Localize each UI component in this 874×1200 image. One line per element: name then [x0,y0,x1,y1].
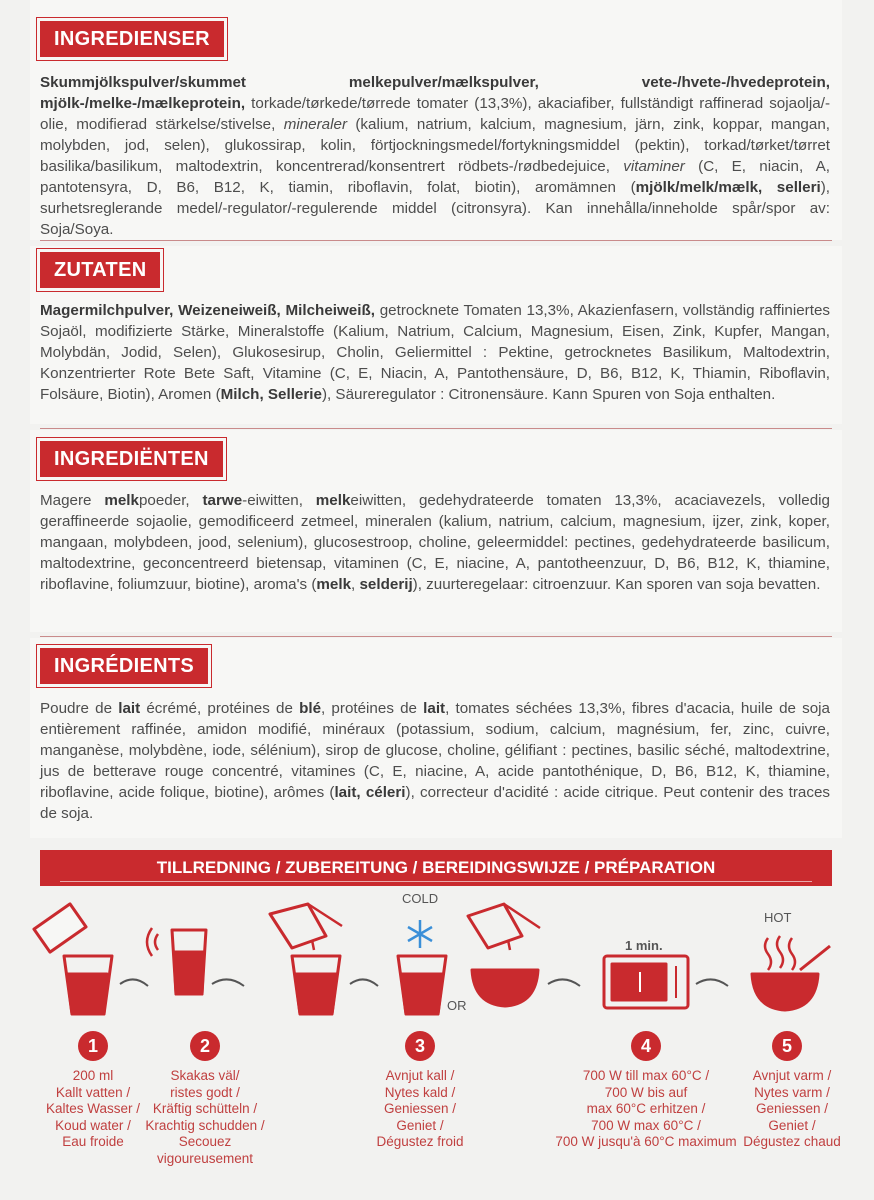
hot-label: HOT [764,910,792,925]
ingredient-text: , [351,576,360,593]
bowl-icon [472,970,538,1006]
arrow-icon [212,979,244,986]
step-caption-4: 700 W till max 60°C / 700 W bis auf max 60°C erhitzen / 700 W max 60°C / 700 W jusqu'à 60°C maximum [555,1068,737,1149]
glass-icon [398,956,446,1014]
ingredient-text: Magere [40,492,105,509]
ingredients-text-nl [40,490,830,595]
ingredient-text: , tomates séchées 13,3%, fibres d'acacia, huile de soja entièrement raffinée, amidon modifié, minéraux (potassium, sodium, calcium, magnésium, fer, zinc, cuivre, manganèse, molybdène, iode, sélénium), sirop de glucose, choline, gélifiant : pectines, basilic séché, maltodextrine, jus de betterave rouge concentré, vitamines (C, E, niacine, A, acide pantothénique, D, B6, B12, K, thiamine, riboflavine, acide folique, biotine), arômes ( [40,700,831,801]
step-number-2: 2 [190,1031,220,1061]
divider [40,636,832,637]
allergen-text: Skummjölkspulver/skummet melkepulver/mælkspulver, vete-/hvete-/hvedeprotein, mjölk-/melke-/mælkeprotein, [40,74,830,112]
sachet-icon [34,904,86,952]
snowflake-icon [408,920,432,948]
ingredients-text-sv [40,72,830,240]
divider [40,428,832,429]
ingredient-text: Poudre de [40,700,119,717]
arrow-icon [350,979,378,986]
bowl-icon [752,946,830,1010]
ingredient-text: ), Säureregulator : Citronensäure. Kann Spuren von Soja enthalten. [321,386,776,403]
arrow-icon [120,979,148,986]
glass-icon [292,956,340,1014]
step-caption-5: Avnjut varm / Nytes varm / Geniessen / Geniet / Dégustez chaud [743,1068,841,1149]
arrow-icon [696,979,728,986]
allergen-text: Milch, Sellerie [220,386,322,403]
preparation-illustrations [0,886,874,1046]
ingredient-text: (kalium, natrium, kalcium, magnesium, järn, zink, koppar, mangan, molybden, jod, selen), glukossirap, kolin, förtjockningsmedel/fortykningsmiddel (pektin), torkad/tørket/tørret basilika/basilikum, maltodextrin, koncentrerad/konsentrert rödbets-/rødbedejuice, [40,116,830,175]
shaker-icon [147,928,206,994]
steam-icon [765,936,795,970]
allergen-text: lait [423,700,446,717]
allergen-text: melk [315,492,351,509]
ingredients-text-de [40,300,830,405]
pitcher-icon [468,904,540,950]
ingredient-text: torkade/tørkede/tørrede tomater (13,3%), akaciafiber, fullständigt raffinerad sojaolja/-olie, modifierad stärkelse/stivelse, [40,95,830,133]
preparation-banner: TILLREDNING / ZUBEREITUNG / BEREIDINGSWIJZE / PRÉPARATION [40,850,832,886]
section-label-ingredients: INGRÉDIENTS [40,648,208,684]
ingredient-text: , protéines de [321,700,424,717]
ingredient-text: ), surhetsreglerande medel/-regulator/-regulerende middel (citronsyra). Kan innehålla/inneholde spår/spor av: Soja/Soya. [40,179,830,238]
allergen-text: mjölk/melk/mælk, selleri [635,179,821,196]
ingredient-text: ), correcteur d'acidité : acide citrique. Peut contenir des traces de soja. [40,784,831,822]
section-label-ingredienser: INGREDIENSER [40,21,224,57]
step-caption-1: 200 ml Kallt vatten / Kaltes Wasser / Koud water / Eau froide [45,1068,141,1149]
ingredient-text: écrémé, protéines de [140,700,300,717]
allergen-text: melk [316,576,352,593]
pitcher-icon [270,904,342,950]
cold-label: COLD [402,891,439,906]
category-text: vitaminer [623,158,685,175]
allergen-text: blé [299,700,322,717]
ingredient-text: (C, E, niacin, A, pantotensyra, D, B6, B12, K, tiamin, riboflavin, folat, biotin), aromämnen ( [40,158,830,196]
allergen-text: melk [104,492,139,509]
allergen-text: lait, céleri [334,784,406,801]
ingredient-text: getrocknete Tomaten 13,3%, Akazienfasern, vollständig raffiniertes Sojaöl, modifizierte Stärke, Mineralstoffe (Kalium, Natrium, Calcium, Magnesium, Eisen, Zink, Kupfer, Mangan, Molybdän, Jodid, Selen), Glukosesirup, Cholin, Geliermittel : Pektine, getrocknetes Basilikum, Maltodextrin, Konzentrierter Rote Bete Saft, Vitamine (C, E, Niacin, A, Pantothensäure, D, B6, B12, K, Thiamin, Riboflavin, Folsäure, Biotin), Aromen ( [40,302,830,403]
section-label-zutaten: ZUTATEN [40,252,160,288]
section-label-ingredienten: INGREDIËNTEN [40,441,223,477]
category-text: mineraler [283,116,348,133]
step-number-3: 3 [405,1031,435,1061]
step-number-4: 4 [631,1031,661,1061]
glass-icon [64,956,112,1014]
time-label: 1 min. [625,938,663,953]
divider [40,240,832,241]
step-caption-2: Skakas väl/ ristes godt / Kräftig schütteln / Krachtig schudden / Secouez vigoureusement [145,1068,265,1166]
microwave-icon [604,956,688,1008]
or-label: OR [447,998,467,1013]
allergen-text: Magermilchpulver, Weizeneiweiß, Milcheiweiß, [40,302,375,319]
arrow-icon [548,979,580,986]
step-number-5: 5 [772,1031,802,1061]
allergen-text: selderij [359,576,413,593]
step-caption-3: Avnjut kall / Nytes kald / Geniessen / Geniet / Dégustez froid [376,1068,464,1149]
ingredient-text: ), zuurteregelaar: citroenzuur. Kan sporen van soja bevatten. [412,576,821,593]
ingredient-text: -eiwitten, [242,492,316,509]
ingredients-text-fr [40,698,830,824]
ingredient-text: eiwitten, gedehydrateerde tomaten 13,3%, acaciavezels, volledig geraffineerde sojaolie, gemodificeerd zetmeel, mineralen (kalium, natrium, calcium, magnesium, ijzer, zink, koper, mangaan, molybdeen, jood, selenium), glucosestroop, choline, geleermiddel: pectines, gedehydrateerde basilicum, maltodextrine, geconcentreerd bietensap, vitaminen (C, E, niacine, A, pantotheenzuur, D, B6, B12, K, thiamine, riboflavine, foliumzuur, biotine), aroma's ( [40,492,830,593]
step-number-1: 1 [78,1031,108,1061]
allergen-text: lait [118,700,141,717]
allergen-text: tarwe [202,492,243,509]
ingredient-text: poeder, [138,492,203,509]
